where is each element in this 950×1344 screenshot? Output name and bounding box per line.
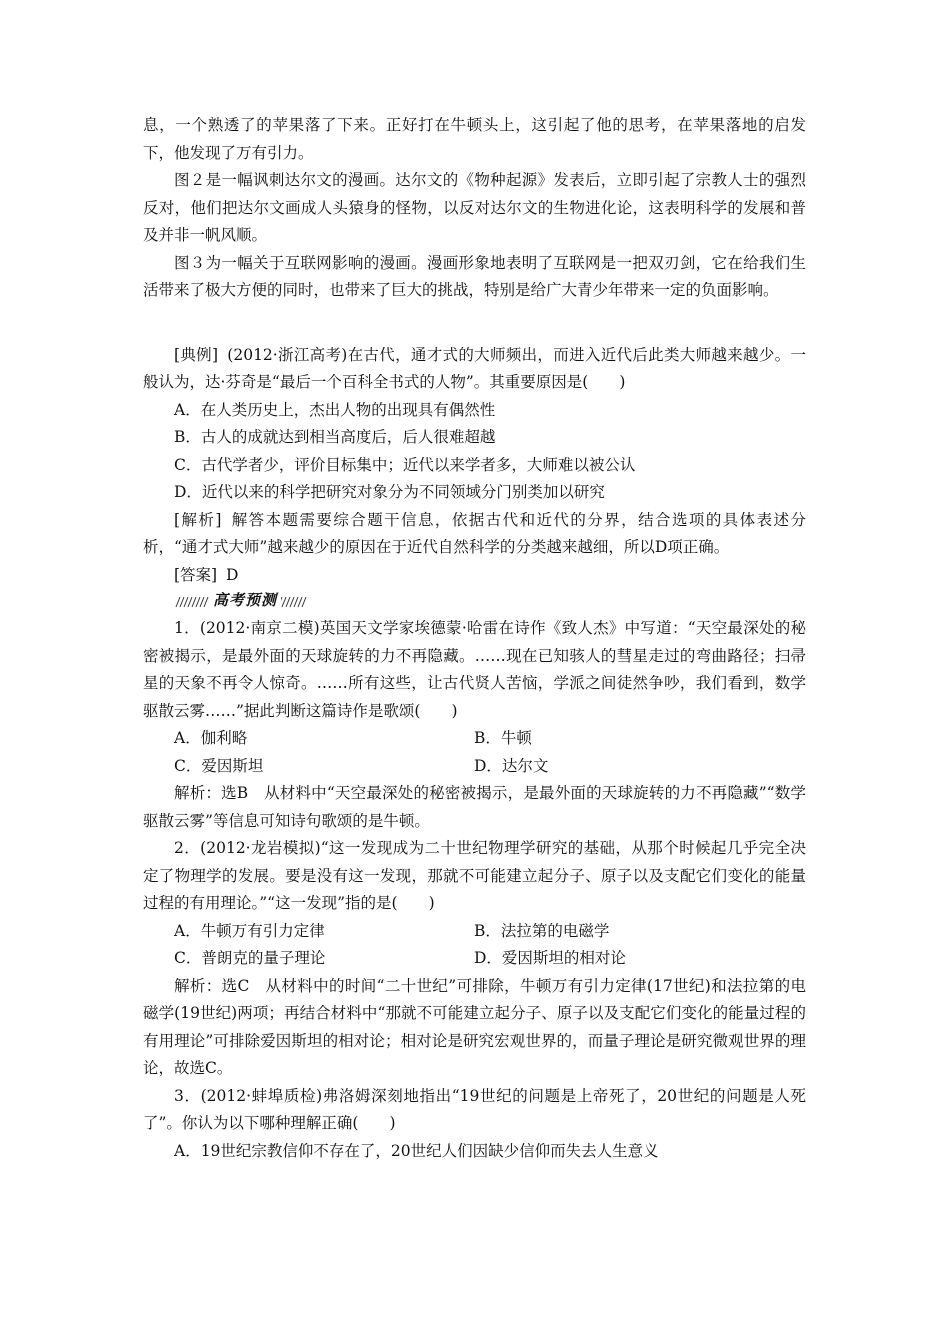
example-answer xyxy=(143,562,806,590)
question-3-stem: 3．(2012·蚌埠质检)弗洛姆深刻地指出“19世纪的问题是上帝死了，20世纪的问题是人死了”。你认为以下哪种理解正确( ) xyxy=(143,1086,806,1132)
answer-label: [答案] xyxy=(174,565,218,584)
answer-text: D xyxy=(226,565,239,584)
example-option-b: B．古人的成就达到相当高度后，后人很难超越 xyxy=(174,428,496,446)
question-2-options-row-1 xyxy=(143,918,806,946)
question-2-options-row-2 xyxy=(143,945,806,973)
question-2-option-b: B．法拉第的电磁学 xyxy=(474,921,610,940)
question-2-stem: 2．(2012·龙岩模拟)“这一发现成为二十世纪物理学研究的基础，从那个时候起几乎完全决定了物理学的发展。要是没有这一发现，那就不可能建立起分子、原子以及支配它们变化的能量过程的有用理论。”“这一发现”指的是( ) xyxy=(143,839,806,912)
example-label: [典例] xyxy=(174,345,219,364)
document-page xyxy=(143,112,806,1165)
question-1-option-c: C．爱因斯坦 xyxy=(174,756,264,775)
question-1-options-row-1 xyxy=(143,725,806,753)
question-1-option-a: A．伽利略 xyxy=(174,729,248,747)
question-1-stem: 1．(2012·南京二模)英国天文学家埃德蒙·哈雷在诗作《致人杰》中写道：“天空最深处的秘密被揭示，是最外面的天球旋转的力不再隐藏。……现在已知骇人的彗星走过的弯曲路径；扫帚星的天象不再令人惊奇。……所有这些，让古代贤人苦恼，学派之间徒然争吵，我们看到，数学驱散云雾……”据此判断这篇诗作是歌颂( ) xyxy=(143,619,806,720)
question-2-option-d: D．爱因斯坦的相对论 xyxy=(474,949,626,967)
paragraph-figure3: 图３为一幅关于互联网影响的漫画。漫画形象地表明了互联网是一把双刃剑，它在给我们生活带来了极大方便的同时，也带来了巨大的挑战，特别是给广大青少年带来一定的负面影响。 xyxy=(143,253,806,299)
question-1-option-d: D．达尔文 xyxy=(474,756,549,775)
example-analysis xyxy=(143,507,806,562)
spacer xyxy=(143,305,806,342)
analysis-label: [解析] xyxy=(174,510,222,529)
banner-decoration-icon xyxy=(174,591,309,609)
example-option-d: D．近代以来的科学把研究对象分为不同领域分门别类加以研究 xyxy=(174,483,605,501)
question-1-options-row-2 xyxy=(143,753,806,781)
section-banner xyxy=(174,590,806,614)
analysis-text: 解答本题需要综合题干信息，依据古代和近代的分界，结合选项的具体表述分析，“通才式大师”越来越少的原因在于近代自然科学的分类越来越细，所以D项正确。 xyxy=(143,510,806,556)
question-1-analysis: 解析：选B 从材料中“天空最深处的秘密被揭示，是最外面的天球旋转的力不再隐藏”“数学驱散云雾”等信息可知诗句歌颂的是牛顿。 xyxy=(143,784,806,830)
example-option-c: C．古代学者少，评价目标集中；近代以来学者多，大师难以被公认 xyxy=(174,455,636,474)
question-2-option-c: C．普朗克的量子理论 xyxy=(174,949,326,967)
section-title: 高考预测 xyxy=(209,589,281,610)
question-3-option-a: A．19世纪宗教信仰不存在了，20世纪人们因缺少信仰而失去人生意义 xyxy=(174,1141,659,1160)
example-stem xyxy=(143,342,806,397)
paragraph-continuation: 息，一个熟透了的苹果落了下来。正好打在牛顿头上，这引起了他的思考，在苹果落地的启发下，他发现了万有引力。 xyxy=(143,116,806,162)
example-stem-text: (2012·浙江高考)在古代，通才式的大师频出，而进入近代后此类大师越来越少。一般认为，达·芬奇是“最后一个百科全书式的人物”。其重要原因是( ) xyxy=(143,345,806,391)
question-2-analysis: 解析：选C 从材料中的时间“二十世纪”可排除，牛顿万有引力定律(17世纪)和法拉第的电磁学(19世纪)两项；再结合材料中“那就不可能建立起分子、原子以及支配它们变化的能量过程的有用理论”可排除爱因斯坦的相对论；相对论是研究宏观世界的，而量子理论是研究微观世界的理论，故选C。 xyxy=(143,976,806,1077)
paragraph-figure2: 图２是一幅讽刺达尔文的漫画。达尔文的《物种起源》发表后，立即引起了宗教人士的强烈反对，他们把达尔文画成人头猿身的怪物，以反对达尔文的生物进化论，这表明科学的发展和普及并非一帆风顺。 xyxy=(143,171,806,244)
example-option-a: A．在人类历史上，杰出人物的出现具有偶然性 xyxy=(174,400,496,419)
question-1-option-b: B．牛顿 xyxy=(474,729,532,747)
question-2-option-a: A．牛顿万有引力定律 xyxy=(174,921,325,940)
